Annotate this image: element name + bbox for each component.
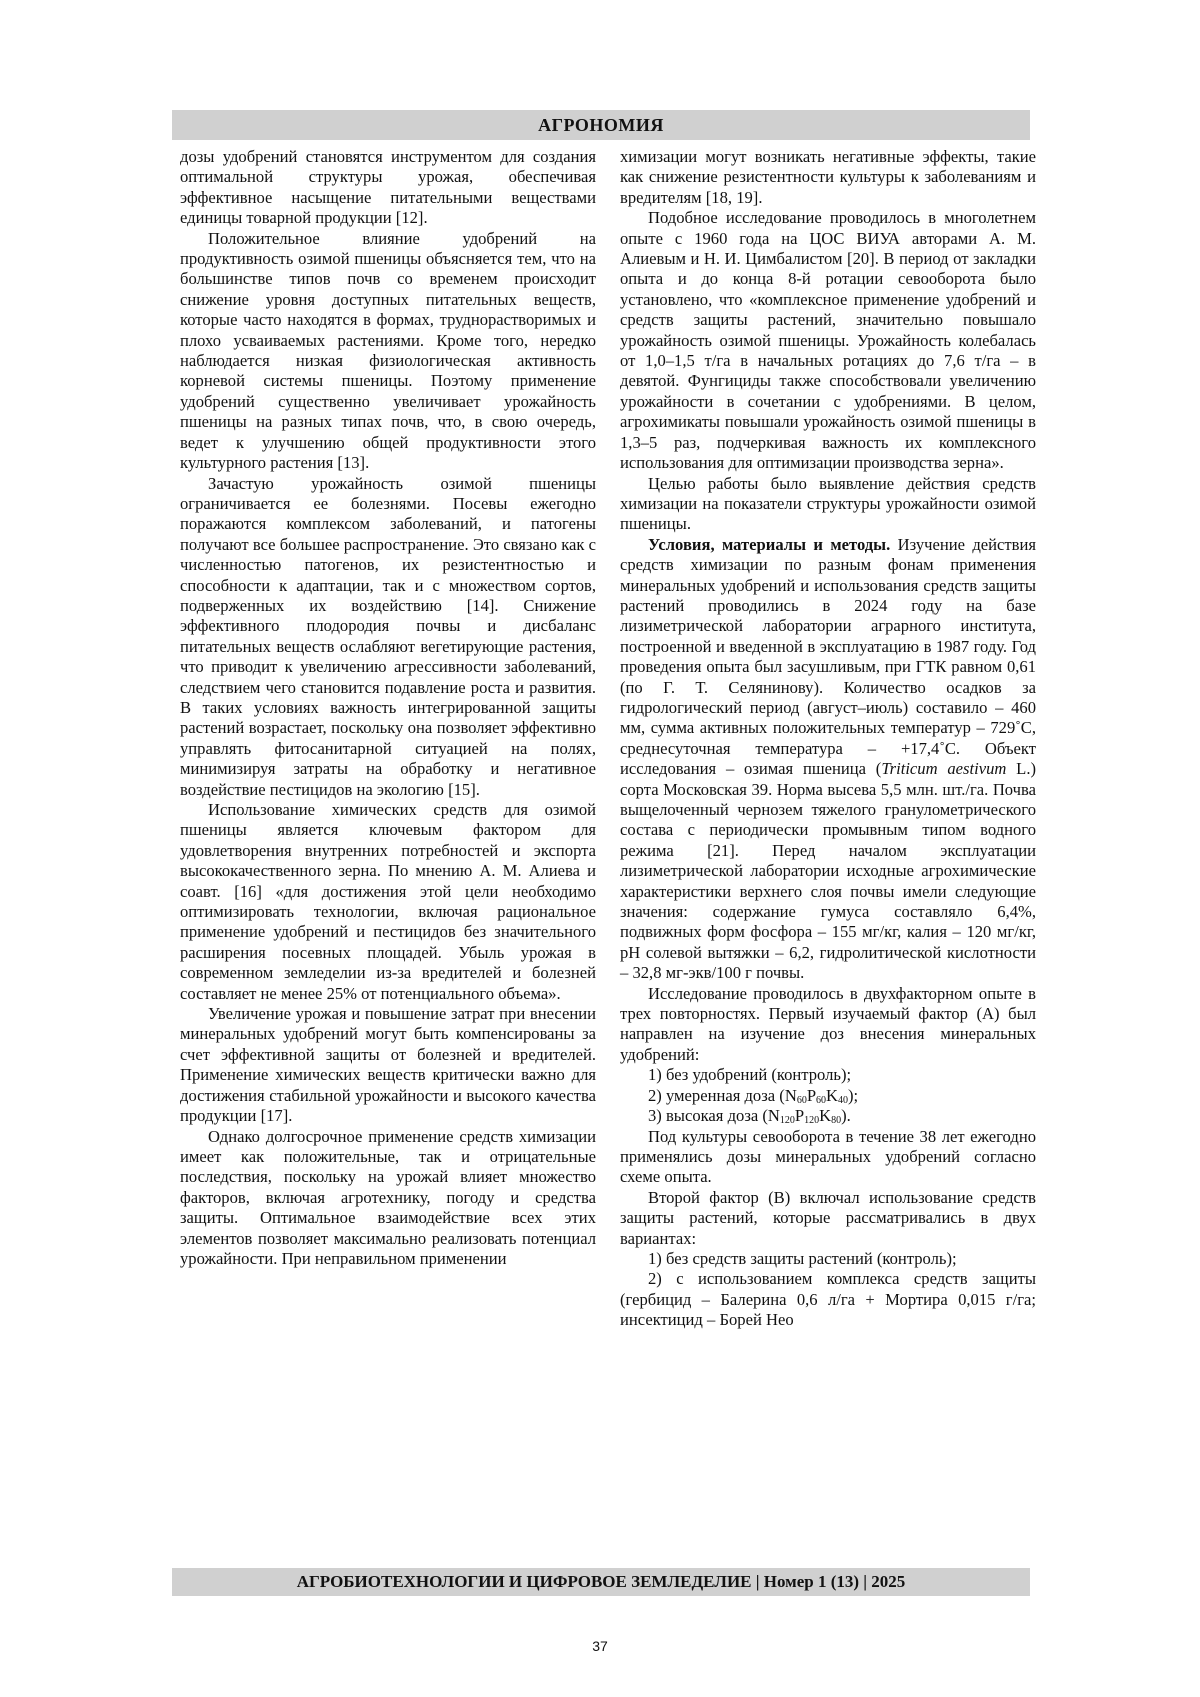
right-column <box>620 147 1036 1331</box>
text-run: ); <box>848 1085 859 1105</box>
text-run: 3) высокая доза ( <box>648 1106 768 1126</box>
list-item: 1) без удобрений (контроль); <box>648 1065 852 1085</box>
paragraph: Однако долгосрочное применение средств химизации имеет как положительные, так и отрицательные последствия, поскольку на урожай влияет множество факторов, включая агротехнику, погоду и средства защиты. Оптимальное взаимодействие всех этих элементов позволяет максимально реализовать потенциал урожайности. При неправильном применении <box>180 1126 596 1268</box>
journal-footer <box>172 1568 1030 1596</box>
dose-subscript: 60 <box>816 1094 827 1106</box>
section-header <box>172 110 1030 140</box>
text-run: Изучение действия средств химизации по разным фонам применения минеральных удобрений и использования средств защиты растений проводились в 2024 году на базе лизиметрической лаборатории аграрного института, построенной и введенной в эксплуатацию в 1987 году. Год проведения опыта был засушливым, при ГТК равном 0,61 (по Г. Т. Селянинову). Количество осадков за гидрологический период (август–июль) составило – 460 мм, сумма активных положительных температур – 729˚С, среднесуточная температура – +17,4˚С. Объект исследования – озимая пшеница ( <box>620 534 1036 779</box>
paragraph: Подобное исследование проводилось в многолетнем опыте с 1960 года на ЦОС ВИУА авторами А. М. Алиевым и Н. И. Цимбалистом [20]. В период от закладки опыта и до конца 8-й ротации севооборота было установлено, что «комплексное применение удобрений и средств защиты растений, значительно повышало урожайность озимой пшеницы. Урожайность колебалась от 1,0–1,5 т/га в начальных ротациях до 7,6 т/га – в девятой. Фунгициды также способствовали увеличению урожайности в сочетании с удобрениями. В целом, агрохимикаты повышали урожайность озимой пшеницы в 1,3–5 раз, подчеркивая важность их комплексного использования для оптимизации производства зерна». <box>620 208 1036 473</box>
left-column <box>180 147 596 1269</box>
paragraph: Использование химических средств для озимой пшеницы является ключевым фактором для удовлетворения внутренних потребностей и экспорта высококачественного зерна. По мнению А. М. Алиева и соавт. [16] «для достижения этой цели необходимо оптимизировать технологии, включая рациональное применение удобрений и пестицидов без значительного расширения посевных площадей. Убыль урожая в современном земледелии из-за вредителей и болезней составляет не менее 25% от потенциального объема». <box>180 800 596 1003</box>
paragraph: Второй фактор (В) включал использование средств защиты растений, которые рассматривались в двух вариантах: <box>620 1187 1036 1248</box>
list-item <box>620 1106 1036 1126</box>
nutrient-k: K <box>819 1106 832 1126</box>
nutrient-k: K <box>826 1085 839 1105</box>
nutrient-n: N <box>767 1106 780 1126</box>
list-item: 1) без средств защиты растений (контроль); <box>648 1248 957 1268</box>
paragraph: химизации могут возникать негативные эффекты, такие как снижение резистентности культуры к заболеваниям и вредителям [18, 19]. <box>620 147 1036 207</box>
paragraph: Увеличение урожая и повышение затрат при внесении минеральных удобрений могут быть компенсированы за счет эффективной защиты от болезней и вредителей. Применение химических веществ критически важно для достижения стабильной урожайности и высокого качества продукции [17]. <box>180 1004 596 1126</box>
methods-heading: Условия, материалы и методы. <box>648 534 891 554</box>
species-name: Triticum aestivum <box>881 759 1007 779</box>
paragraph: дозы удобрений становятся инструментом для создания оптимальной структуры урожая, обеспечивая эффективное насыщение питательными веществами единицы товарной продукции [12]. <box>180 147 596 228</box>
list-item: 2) с использованием комплекса средств защиты (гербицид – Балерина 0,6 л/га + Мортира 0,015 г/га; инсектицид – Борей Нео <box>620 1269 1036 1330</box>
nutrient-p: P <box>794 1106 805 1126</box>
dose-subscript: 80 <box>831 1115 842 1127</box>
paragraph: Положительное влияние удобрений на продуктивность озимой пшеницы объясняется тем, что на большинстве типов почв со временем происходит снижение уровня доступных питательных веществ, которые часто находятся в формах, труднорастворимых и плохо усваиваемых растениями. Кроме того, нередко наблюдается низкая физиологическая активность корневой системы пшеницы. Поэтому применение удобрений существенно увеличивает урожайность пшеницы на разных типах почв, что, в свою очередь, ведет к улучшению общей продуктивности этого культурного растения [13]. <box>180 228 596 473</box>
nutrient-n: N <box>784 1085 797 1105</box>
journal-title: АГРОБИОТЕХНОЛОГИИ И ЦИФРОВОЕ ЗЕМЛЕДЕЛИЕ | Номер 1 (13) | 2025 <box>296 1572 906 1591</box>
text-run: L.) сорта Московская 39. Норма высева 5,5 млн. шт./га. Почва выщелоченный чернозем тяжелого гранулометрического состава с периодически промывным типом водного режима [21]. Перед началом эксплуатации лизиметрической лаборатории исходные агрохимические характеристики верхнего слоя почвы имели следующие значения: содержание гумуса составляло 6,4%, подвижных форм фосфора – 155 мг/кг, калия – 120 мг/кг, рН солевой вытяжки – 6,2, гидролитической кислотности – 32,8 мг-экв/100 г почвы. <box>620 759 1036 983</box>
paragraph: Под культуры севооборота в течение 38 лет ежегодно применялись дозы минеральных удобрений согласно схеме опыта. <box>620 1126 1036 1187</box>
methods-paragraph <box>620 535 1036 984</box>
section-title: АГРОНОМИЯ <box>538 114 664 135</box>
dose-subscript: 60 <box>796 1094 807 1106</box>
paragraph: Зачастую урожайность озимой пшеницы ограничивается ее болезнями. Посевы ежегодно поражаются комплексом заболеваний, и патогены получают все большее распространение. Это связано как с численностью патогенов, их резистентностью и способности к адаптации, так и с множеством сортов, подверженных их воздействию [14]. Снижение эффективного плодородия почвы и дисбаланс питательных веществ ослабляют вегетирующие растения, что приводит к увеличению агрессивности заболеваний, следствием чего становится подавление роста и развития. В таких условиях важность интегрированной защиты растений возрастает, поскольку она позволяет эффективно управлять фитосанитарной ситуацией на полях, минимизируя затраты на обработку и негативное воздействие пестицидов на экологию [15]. <box>180 473 596 799</box>
dose-subscript: 120 <box>779 1115 795 1127</box>
list-item <box>620 1086 1036 1106</box>
nutrient-p: P <box>806 1085 817 1105</box>
dose-subscript: 40 <box>838 1094 849 1106</box>
text-run: 2) умеренная доза ( <box>648 1085 785 1105</box>
dose-subscript: 120 <box>804 1115 820 1127</box>
text-run: ). <box>841 1106 851 1126</box>
page-number: 37 <box>592 1638 608 1654</box>
paragraph: Целью работы было выявление действия средств химизации на показатели структуры урожайности озимой пшеницы. <box>620 473 1036 534</box>
paragraph: Исследование проводилось в двухфакторном опыте в трех повторностях. Первый изучаемый фактор (А) был направлен на изучение доз внесения минеральных удобрений: <box>620 983 1036 1064</box>
